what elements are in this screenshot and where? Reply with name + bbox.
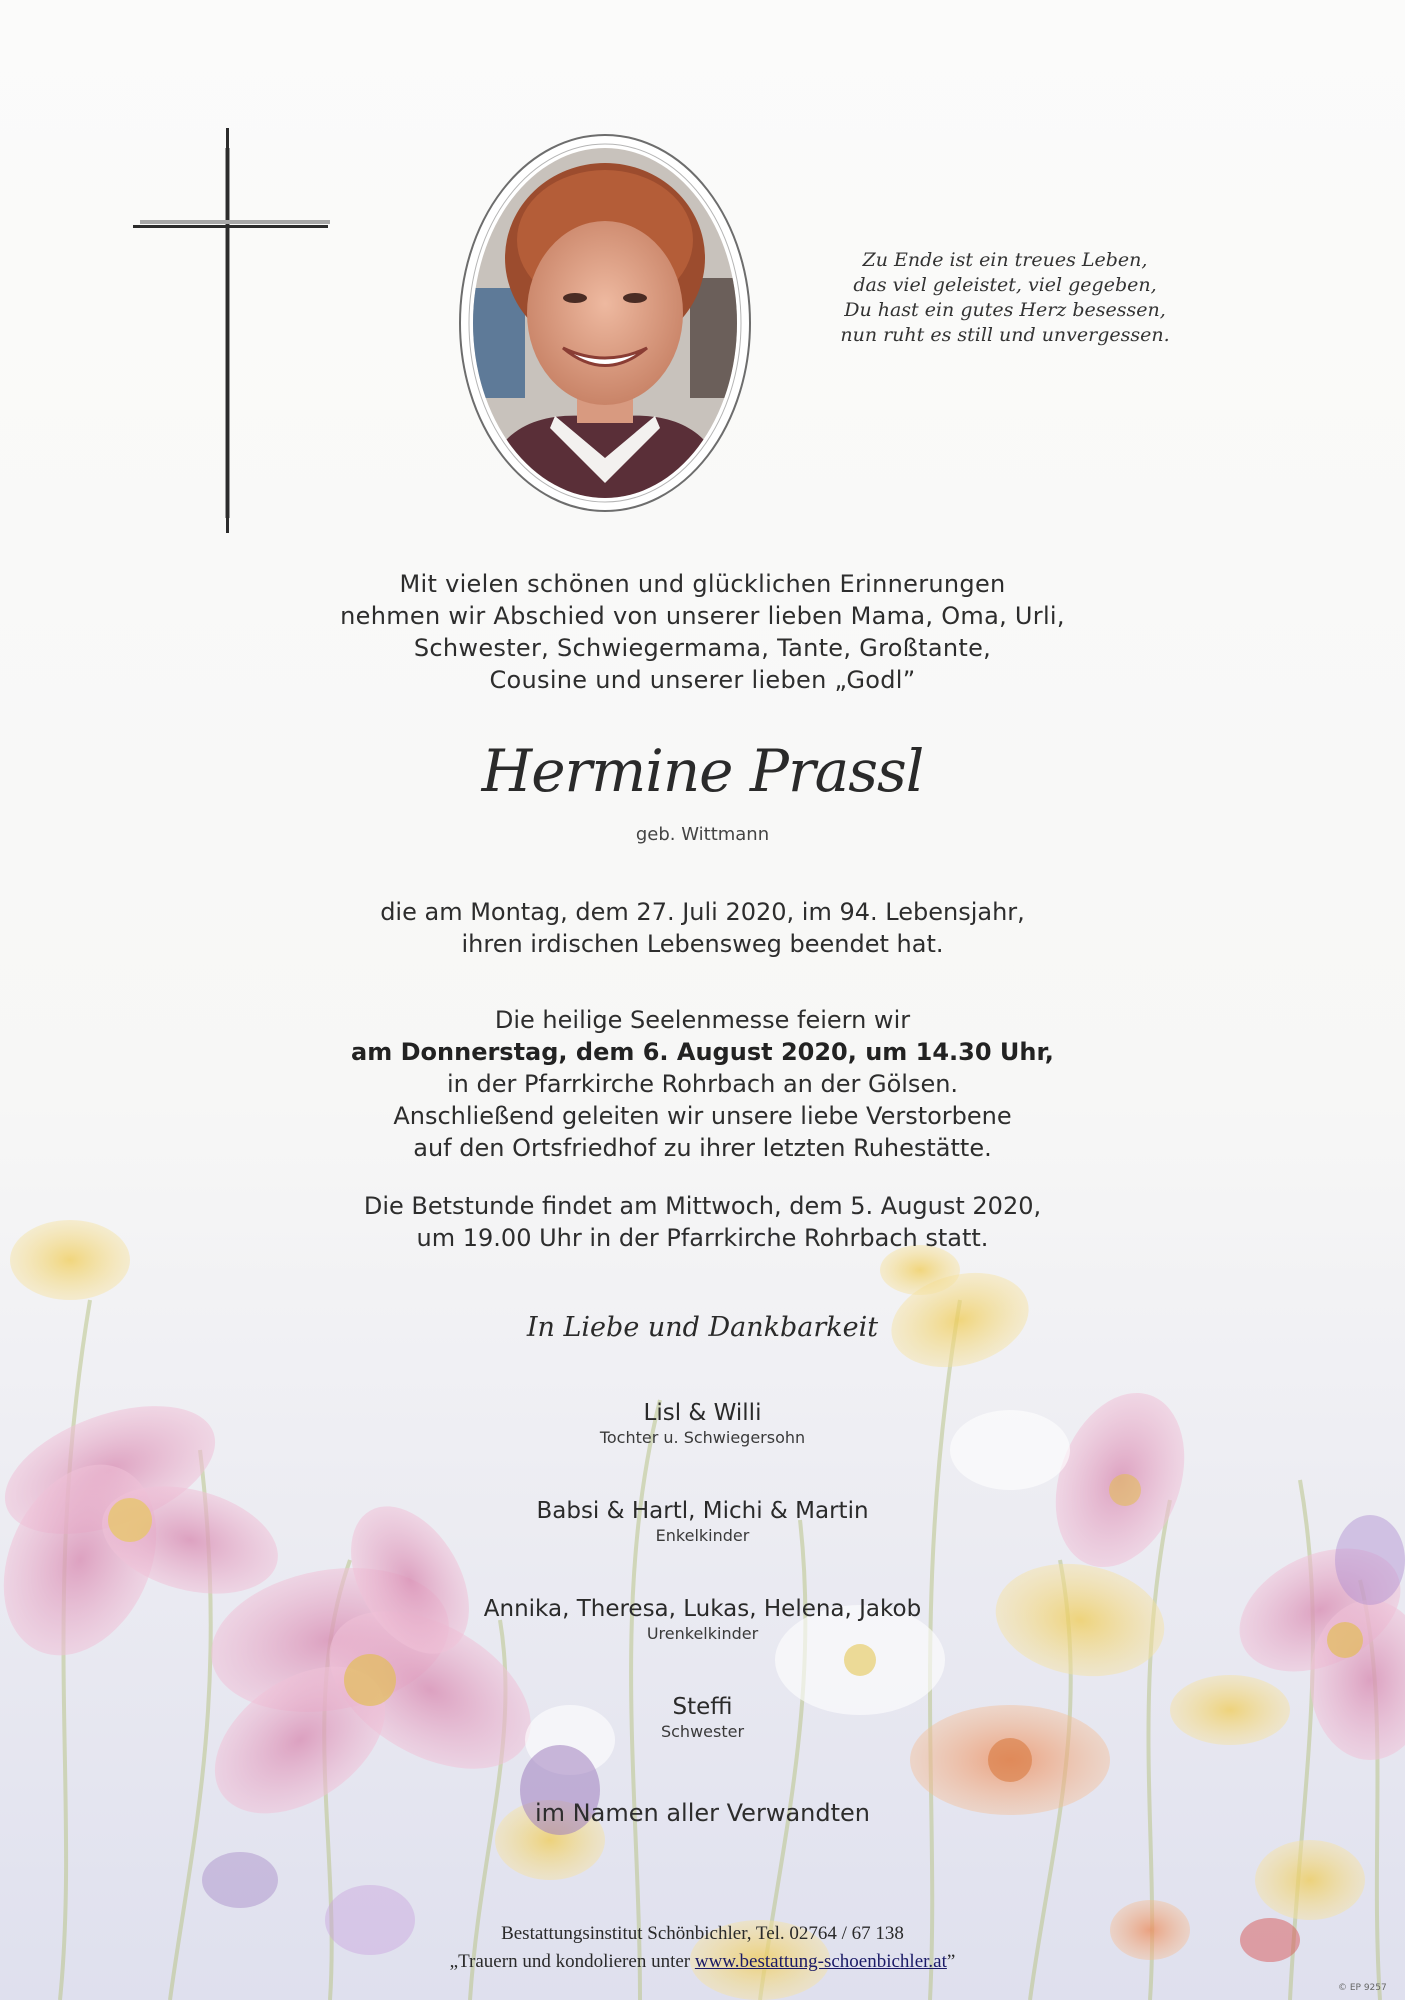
dedication-heading: In Liebe und Dankbarkeit	[526, 1312, 879, 1343]
prayer-hour-info	[0, 1190, 1405, 1254]
mourner-names: Annika, Theresa, Lukas, Helena, Jakob	[483, 1596, 922, 1622]
memorial-verse	[790, 248, 1220, 348]
maiden-name: geb. Wittmann	[635, 824, 770, 845]
death-line: die am Montag, dem 27. Juli 2020, im 94. Lebensjahr,	[380, 898, 1025, 926]
closing-line: im Namen aller Verwandten	[535, 1799, 870, 1827]
condolence-prefix: „Trauern und kondolieren unter	[449, 1951, 695, 1972]
deceased-name: Hermine Prassl	[481, 737, 924, 805]
funeral-home-contact: Bestattungsinstitut Schönbichler, Tel. 02764 / 67 138	[501, 1923, 904, 1944]
mass-line: Die heilige Seelenmesse feiern wir	[494, 1006, 911, 1034]
mass-line: Anschließend geleiten wir unsere liebe Verstorbene	[393, 1102, 1012, 1130]
mourner-entry	[0, 1692, 1405, 1742]
mourner-relation: Urenkelkinder	[646, 1624, 759, 1643]
mourner-names: Steffi	[672, 1694, 733, 1720]
condolence-suffix: ”	[946, 1951, 956, 1972]
intro-line: Cousine und unserer lieben „Godl”	[489, 666, 916, 694]
death-line: ihren irdischen Lebensweg beendet hat.	[461, 930, 944, 958]
mass-line: in der Pfarrkirche Rohrbach an der Gölsen.	[446, 1070, 959, 1098]
cross-icon	[128, 128, 338, 538]
mourner-entry	[0, 1496, 1405, 1546]
wake-line: Die Betstunde findet am Mittwoch, dem 5. August 2020,	[363, 1192, 1042, 1220]
verse-line: Zu Ende ist ein treues Leben,	[862, 249, 1148, 271]
wake-line: um 19.00 Uhr in der Pfarrkirche Rohrbach statt.	[416, 1224, 989, 1252]
mourner-entry	[0, 1594, 1405, 1644]
intro-paragraph	[0, 568, 1405, 696]
funeral-home-website-link[interactable]: www.bestattung-schoenbichler.at	[694, 1951, 947, 1972]
mourner-relation: Enkelkinder	[655, 1526, 750, 1545]
verse-line: das viel geleistet, viel gegeben,	[853, 274, 1157, 296]
verse-line: nun ruht es still und unvergessen.	[840, 324, 1170, 346]
intro-line: nehmen wir Abschied von unserer lieben Mama, Oma, Urli,	[340, 602, 1065, 630]
intro-line: Schwester, Schwiegermama, Tante, Großtante,	[413, 634, 992, 662]
portrait-photo	[455, 128, 755, 518]
mourner-names: Lisl & Willi	[643, 1400, 762, 1426]
requiem-mass-info	[0, 1004, 1405, 1164]
mourner-entry	[0, 1398, 1405, 1448]
mourner-relation: Tochter u. Schwiegersohn	[599, 1428, 806, 1447]
intro-line: Mit vielen schönen und glücklichen Erinnerungen	[399, 570, 1006, 598]
mass-line: auf den Ortsfriedhof zu ihrer letzten Ruhestätte.	[413, 1134, 992, 1162]
verse-line: Du hast ein gutes Herz besessen,	[844, 299, 1166, 321]
death-announcement	[0, 896, 1405, 960]
print-code: © EP 9257	[1338, 1983, 1387, 1993]
mass-date-line: am Donnerstag, dem 6. August 2020, um 14.30 Uhr,	[351, 1038, 1054, 1066]
mourner-relation: Schwester	[660, 1722, 745, 1741]
mourner-names: Babsi & Hartl, Michi & Martin	[536, 1498, 869, 1524]
condolence-line	[0, 1950, 1405, 1974]
